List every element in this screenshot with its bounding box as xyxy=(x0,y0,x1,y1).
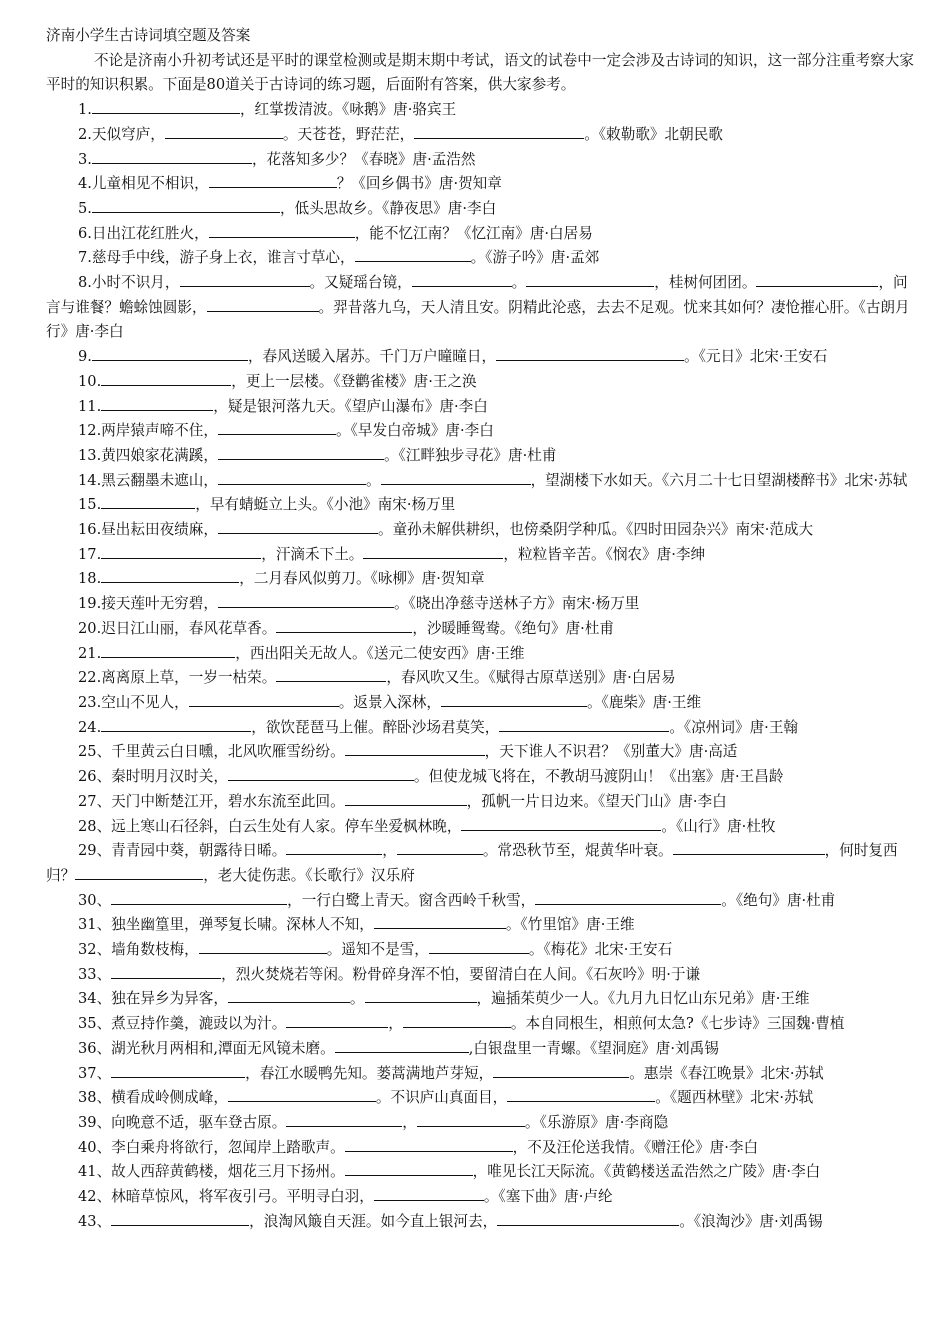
question-text: 19.接天莲叶无穷碧， xyxy=(78,595,218,613)
question-text: ，粒粒皆辛苦。《悯农》唐·李绅 xyxy=(503,545,706,563)
answer-blank xyxy=(111,1211,249,1226)
question-text: ，孤帆一片日边来。《望天门山》唐·李白 xyxy=(466,792,727,810)
answer-blank xyxy=(276,667,386,682)
question-text: ，花落知多少？《春晓》唐·孟浩然 xyxy=(251,150,476,168)
question-item xyxy=(46,666,914,691)
answer-blank xyxy=(101,717,251,732)
question-text: 。《游子吟》唐·孟郊 xyxy=(470,249,600,267)
answer-blank xyxy=(92,149,252,164)
question-text: 34、独在异乡为异客， xyxy=(78,990,228,1008)
question-text: 40、李白乘舟将欲行，忽闻岸上踏歌声。 xyxy=(78,1138,345,1156)
question-item xyxy=(46,1136,914,1161)
answer-blank xyxy=(756,272,878,287)
answer-blank xyxy=(199,939,327,954)
answer-blank xyxy=(92,346,248,361)
question-text: 。 xyxy=(511,274,527,292)
answer-blank xyxy=(363,544,503,559)
question-item xyxy=(46,1086,914,1111)
question-text: 。遥知不是雪， xyxy=(326,941,429,959)
question-text: 。《绝句》唐·杜甫 xyxy=(721,891,836,909)
question-item xyxy=(46,889,914,914)
question-text: 14.黑云翻墨未遮山， xyxy=(78,471,218,489)
question-item xyxy=(46,1111,914,1136)
question-text: ，春江水暖鸭先知。蒌蒿满地芦芽短， xyxy=(245,1064,494,1082)
question-text: 。羿昔落九乌，天人清且安。阴精此沦惑，去去不足观。忧来其如何？凄怆摧心肝。《古朗月行》唐·李白 xyxy=(46,298,910,341)
question-text: 。《乐游原》唐·李商隐 xyxy=(524,1113,669,1131)
answer-blank xyxy=(111,1063,245,1078)
question-text: 20.迟日江山丽，春风花草香。 xyxy=(78,619,277,637)
question-item xyxy=(46,246,914,271)
answer-blank xyxy=(75,865,203,880)
answer-blank xyxy=(345,1161,473,1176)
answer-blank xyxy=(381,470,531,485)
answer-blank xyxy=(180,272,310,287)
question-list xyxy=(46,98,914,1234)
answer-blank xyxy=(207,297,319,312)
question-text: 28、远上寒山石径斜，白云生处有人家。停车坐爱枫林晚， xyxy=(78,817,462,835)
question-item xyxy=(46,815,914,840)
question-text: 16.昼出耘田夜绩麻， xyxy=(78,521,218,539)
question-item xyxy=(46,1012,914,1037)
question-item xyxy=(46,98,914,123)
question-text: ，唯见长江天际流。《黄鹤楼送孟浩然之广陵》唐·李白 xyxy=(472,1163,821,1181)
answer-blank xyxy=(526,272,654,287)
question-text: ，西出阳关无故人。《送元二使安西》唐·王维 xyxy=(235,644,525,662)
answer-blank xyxy=(507,1087,655,1102)
answer-blank xyxy=(218,519,378,534)
question-item xyxy=(46,543,914,568)
answer-blank xyxy=(276,618,412,633)
question-text: 。《元日》北宋·王安石 xyxy=(684,348,828,366)
question-text: 39、向晚意不适，驱车登古原。 xyxy=(78,1113,287,1131)
question-text: 。《题西林壁》北宋·苏轼 xyxy=(655,1089,814,1107)
answer-blank xyxy=(228,988,350,1003)
question-text: 。 xyxy=(365,471,381,489)
question-text: ，不及汪伦送我情。《赠汪伦》唐·李白 xyxy=(512,1138,759,1156)
answer-blank xyxy=(497,1211,679,1226)
question-text: 22.离离原上草，一岁一枯荣。 xyxy=(78,669,277,687)
document-title: 济南小学生古诗词填空题及答案 xyxy=(46,27,251,44)
question-item xyxy=(46,1160,914,1185)
question-item xyxy=(46,493,914,518)
answer-blank xyxy=(374,914,506,929)
question-item xyxy=(46,469,914,494)
answer-blank xyxy=(209,223,355,238)
question-text: 。《敕勒歌》北朝民歌 xyxy=(584,125,723,143)
question-item xyxy=(46,172,914,197)
question-text: ，低头思故乡。《静夜思》唐·李白 xyxy=(279,199,497,217)
question-text: ，疑是银河落九天。《望庐山瀑布》唐·李白 xyxy=(213,397,488,415)
question-item xyxy=(46,222,914,247)
answer-blank xyxy=(414,124,584,139)
question-text: ，更上一层楼。《登鹳雀楼》唐·王之涣 xyxy=(231,372,477,390)
answer-blank xyxy=(286,840,382,855)
question-text: 。《鹿柴》唐·王维 xyxy=(586,693,702,711)
answer-blank xyxy=(412,272,512,287)
question-text: 。 xyxy=(349,990,365,1008)
answer-blank xyxy=(218,445,384,460)
question-text: 。返景入深林， xyxy=(338,693,441,711)
question-text: ，欲饮琵琶马上催。醉卧沙场君莫笑， xyxy=(251,718,500,736)
question-text: 7.慈母手中线，游子身上衣，谁言寸草心， xyxy=(78,249,355,267)
answer-blank xyxy=(286,1112,402,1127)
question-text: 8.小时不识月， xyxy=(78,274,180,292)
question-text: 。《山行》唐·杜牧 xyxy=(661,817,776,835)
question-item xyxy=(46,123,914,148)
question-text: 。《塞下曲》唐·卢纶 xyxy=(483,1188,613,1206)
answer-blank xyxy=(218,593,394,608)
question-item xyxy=(46,691,914,716)
answer-blank xyxy=(189,692,339,707)
question-text: 37、 xyxy=(78,1064,112,1082)
question-text: 23.空山不见人， xyxy=(78,693,189,711)
question-text: ，烈火焚烧若等闲。粉骨碎身浑不怕，要留清白在人间。《石灰吟》明·于谦 xyxy=(221,965,701,983)
answer-blank xyxy=(403,1013,511,1028)
question-text: 24. xyxy=(78,718,102,736)
answer-blank xyxy=(417,1112,525,1127)
question-text: 5. xyxy=(78,199,92,217)
question-text: ，遍插茱萸少一人。《九月九日忆山东兄弟》唐·王维 xyxy=(476,990,810,1008)
answer-blank xyxy=(493,1063,629,1078)
question-text: 31、独坐幽篁里，弹琴复长啸。深林人不知， xyxy=(78,916,374,934)
question-item xyxy=(46,444,914,469)
question-text: 。《凉州词》唐·王翰 xyxy=(669,718,799,736)
question-text: 35、煮豆持作羹，漉豉以为汁。 xyxy=(78,1015,287,1033)
question-item xyxy=(46,765,914,790)
question-text: 10. xyxy=(78,372,102,390)
question-text: ，一行白鹭上青天。窗含西岭千秋雪， xyxy=(287,891,536,909)
answer-blank xyxy=(397,840,483,855)
answer-blank xyxy=(355,247,471,262)
question-text: ，望湖楼下水如天。《六月二十七日望湖楼醉书》北宋·苏轼 xyxy=(530,471,908,489)
answer-blank xyxy=(429,939,529,954)
answer-blank xyxy=(441,692,587,707)
question-item xyxy=(46,1062,914,1087)
answer-blank xyxy=(374,1186,484,1201)
question-item xyxy=(46,197,914,222)
question-item xyxy=(46,617,914,642)
answer-blank xyxy=(111,964,221,979)
question-text: 。不识庐山真面目， xyxy=(375,1089,508,1107)
question-text: 。《竹里馆》唐·王维 xyxy=(505,916,635,934)
question-text: 9. xyxy=(78,348,92,366)
question-text: ，沙暖睡鸳鸯。《绝句》唐·杜甫 xyxy=(412,619,614,637)
answer-blank xyxy=(218,420,336,435)
question-text: ，问言与谁餐？蟾蜍蚀圆影， xyxy=(46,274,908,316)
answer-blank xyxy=(535,890,721,905)
question-item xyxy=(46,642,914,667)
answer-blank xyxy=(209,173,337,188)
question-item xyxy=(46,419,914,444)
question-text: 。惠崇《春江晚景》北宋·苏轼 xyxy=(629,1064,824,1082)
question-text: 33、 xyxy=(78,965,112,983)
question-text: 36、湖光秋月两相和,潭面无风镜未磨。 xyxy=(78,1039,335,1057)
question-text: ，何时复西归？ xyxy=(46,842,898,884)
question-text: 。《早发白帝城》唐·李白 xyxy=(335,422,494,440)
question-text: 13.黄四娘家花满蹊， xyxy=(78,446,218,464)
question-text: 43、 xyxy=(78,1212,112,1230)
question-item xyxy=(46,148,914,173)
answer-blank xyxy=(335,1038,469,1053)
question-item xyxy=(46,370,914,395)
question-text: 1. xyxy=(78,101,92,119)
answer-blank xyxy=(228,766,414,781)
question-text: ，天下谁人不识君？《别董大》唐·高适 xyxy=(484,743,738,761)
question-text: ，二月春风似剪刀。《咏柳》唐·贺知章 xyxy=(239,570,485,588)
question-text: ，浪淘风簸自天涯。如今直上银河去， xyxy=(249,1212,498,1230)
question-text: ，春风吹又生。《赋得古原草送别》唐·白居易 xyxy=(386,669,676,687)
question-text: ，能不忆江南？《忆江南》唐·白居易 xyxy=(354,224,593,242)
question-text: ,白银盘里一青螺。《望洞庭》唐·刘禹锡 xyxy=(468,1039,719,1057)
answer-blank xyxy=(345,791,467,806)
answer-blank xyxy=(101,494,195,509)
question-text: 。但使龙城飞将在，不教胡马渡阴山！《出塞》唐·王昌龄 xyxy=(413,768,784,786)
question-item xyxy=(46,271,914,345)
question-text: 27、天门中断楚江开，碧水东流至此回。 xyxy=(78,792,345,810)
question-text: 26、秦时明月汉时关， xyxy=(78,768,228,786)
question-item xyxy=(46,1185,914,1210)
answer-blank xyxy=(101,396,213,411)
document-intro: 不论是济南小升初考试还是平时的课堂检测或是期末期中考试，语文的试卷中一定会涉及古诗词的知识，这一部分注重考察大家平时的知识积累。下面是80道关于古诗词的练习题，后面附有答案，供大家参考。 xyxy=(46,51,914,94)
question-item xyxy=(46,740,914,765)
answer-blank xyxy=(228,1087,376,1102)
answer-blank xyxy=(92,99,240,114)
question-item xyxy=(46,567,914,592)
question-text: 11. xyxy=(78,397,102,415)
question-text: ，老大徒伤悲。《长歌行》汉乐府 xyxy=(203,866,415,884)
question-item xyxy=(46,839,914,888)
question-text: 21. xyxy=(78,644,102,662)
question-text: 25、千里黄云白日曛，北风吹雁雪纷纷。 xyxy=(78,743,345,761)
question-text: 42、林暗草惊风，将军夜引弓。平明寻白羽， xyxy=(78,1188,374,1206)
answer-blank xyxy=(101,568,239,583)
answer-blank xyxy=(345,1137,513,1152)
question-text: 38、横看成岭侧成峰， xyxy=(78,1089,228,1107)
question-text: 17. xyxy=(78,545,102,563)
question-text: 。又疑瑶台镜， xyxy=(309,274,412,292)
question-text: 。常恐秋节至，焜黄华叶衰。 xyxy=(482,842,673,860)
question-text: 2.天似穹庐， xyxy=(78,125,165,143)
question-text: ，春风送暖入屠苏。千门万户曈曈日， xyxy=(247,348,497,366)
answer-blank xyxy=(92,198,280,213)
question-text: ，桂树何团团。 xyxy=(654,274,757,292)
question-item xyxy=(46,987,914,1012)
answer-blank xyxy=(218,470,366,485)
question-item xyxy=(46,963,914,988)
question-text: 。《梅花》北宋·王安石 xyxy=(528,941,673,959)
question-text: 18. xyxy=(78,570,102,588)
question-item xyxy=(46,938,914,963)
document-page xyxy=(46,24,914,1234)
question-text: ， xyxy=(388,1015,403,1033)
question-text: 。本自同根生，相煎何太急?《七步诗》三国魏·曹植 xyxy=(510,1015,845,1033)
question-text: 29、青青园中葵，朝露待日晞。 xyxy=(78,842,287,860)
question-text: 。《晓出净慈寺送林子方》南宋·杨万里 xyxy=(393,595,640,613)
answer-blank xyxy=(101,643,235,658)
question-text: ，汗滴禾下土。 xyxy=(261,545,364,563)
question-text: 。《江畔独步寻花》唐·杜甫 xyxy=(383,446,557,464)
answer-blank xyxy=(365,988,477,1003)
answer-blank xyxy=(461,816,661,831)
answer-blank xyxy=(673,840,825,855)
question-item xyxy=(46,345,914,370)
question-text: 。童孙未解供耕织，也傍桑阴学种瓜。《四时田园杂兴》南宋·范成大 xyxy=(377,521,814,539)
answer-blank xyxy=(496,346,684,361)
question-text: ，红掌拨清波。《咏鹅》唐·骆宾王 xyxy=(239,101,457,119)
question-item xyxy=(46,395,914,420)
question-text: ，早有蜻蜓立上头。《小池》南宋·杨万里 xyxy=(195,496,456,514)
question-text: 12.两岸猿声啼不住， xyxy=(78,422,218,440)
question-item xyxy=(46,913,914,938)
question-item xyxy=(46,1037,914,1062)
answer-blank xyxy=(345,741,485,756)
question-text: 32、墙角数枝梅， xyxy=(78,941,199,959)
question-item xyxy=(46,518,914,543)
answer-blank xyxy=(165,124,283,139)
answer-blank xyxy=(101,371,231,386)
answer-blank xyxy=(111,890,287,905)
question-text: 41、故人西辞黄鹤楼，烟花三月下扬州。 xyxy=(78,1163,345,1181)
question-text: 。《浪淘沙》唐·刘禹锡 xyxy=(679,1212,823,1230)
question-text: 。天苍苍，野茫茫， xyxy=(282,125,415,143)
question-text: ？《回乡偶书》唐·贺知章 xyxy=(336,175,502,193)
answer-blank xyxy=(101,544,261,559)
question-item xyxy=(46,790,914,815)
question-item xyxy=(46,592,914,617)
answer-blank xyxy=(286,1013,388,1028)
question-text: 3. xyxy=(78,150,92,168)
answer-blank xyxy=(499,717,669,732)
question-text: 15. xyxy=(78,496,102,514)
question-text: 30、 xyxy=(78,891,112,909)
question-text: 4.儿童相见不相识， xyxy=(78,175,209,193)
question-text: ， xyxy=(382,842,397,860)
question-item xyxy=(46,716,914,741)
question-item xyxy=(46,1210,914,1235)
question-text: ， xyxy=(402,1113,417,1131)
question-text: 6.日出江花红胜火， xyxy=(78,224,209,242)
